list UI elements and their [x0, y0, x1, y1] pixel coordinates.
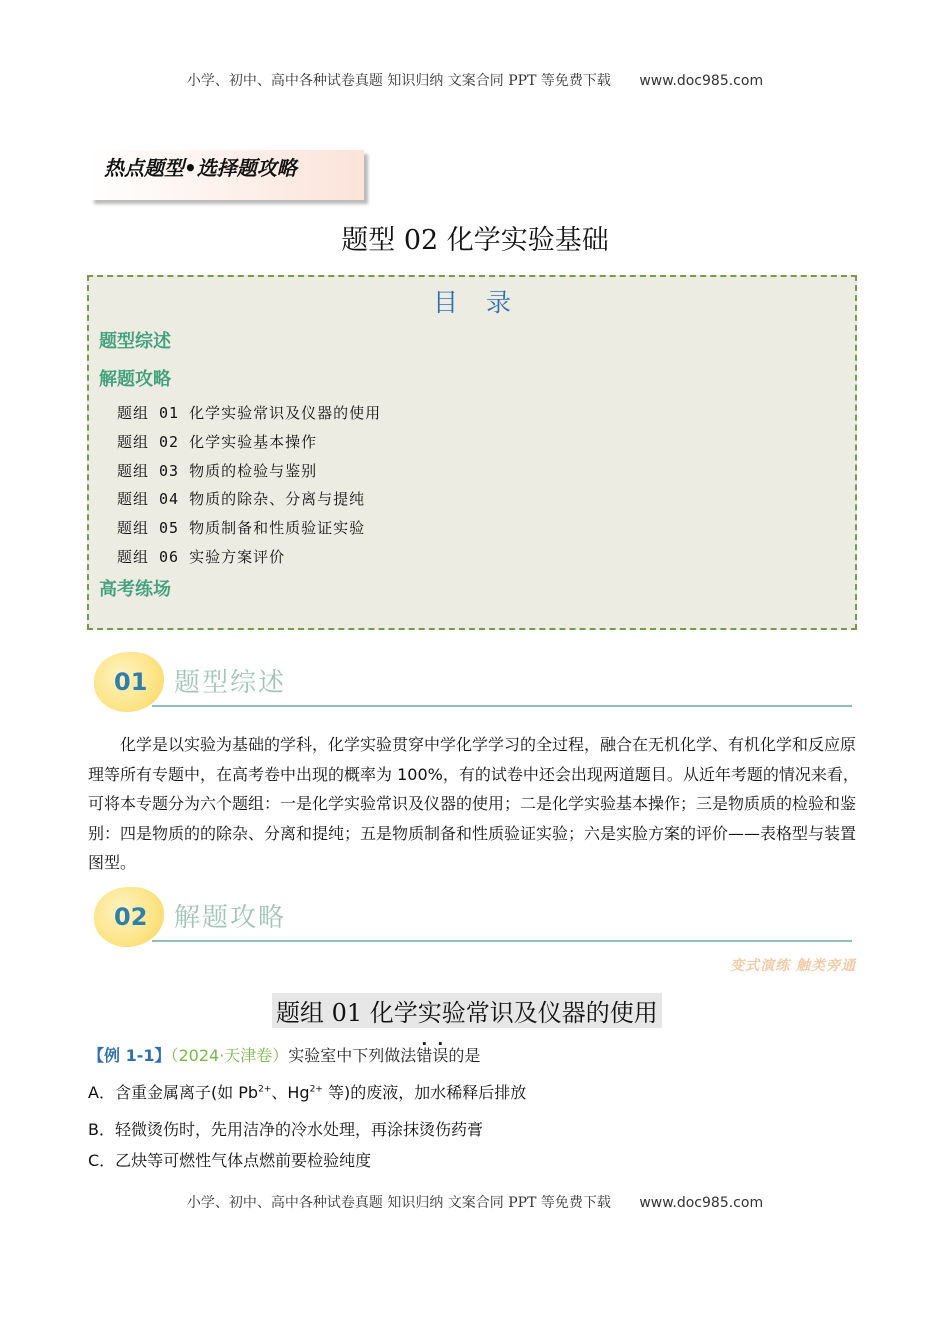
ion-hg: Hg	[287, 1083, 310, 1102]
section-label: 解题攻略	[174, 903, 287, 933]
toc-item[interactable]: 题组 02 化学实验基本操作	[117, 433, 318, 451]
footer-text: 小学、初中、高中各种试卷真题 知识归纳 文案合同 PPT 等免费下载	[186, 1195, 611, 1211]
example-stem-pre: 实验室中下列做法	[288, 1046, 417, 1065]
toc-item[interactable]: 题组 04 物质的除杂、分离与提纯	[117, 490, 366, 508]
page-header	[0, 70, 950, 90]
overview-paragraph: 化学是以实验为基础的学科，化学实验贯穿中学化学学习的全过程，融合在无机化学、有机化学和反应原理等所有专题中，在高考卷中出现的概率为 100%，有的试卷中还会出现两道题目。从近年考题的情况来看，可将本专题分为六个题组：一是化学实验常识及仪器的使用；二是化学实验基本操作；三是物质质的检验和鉴别：四是物质的的除杂、分离和提纯；五是物质制备和性质验证实验；六是实脸方案的评价——表格型与装置图型。	[88, 735, 859, 872]
section-number: 01	[114, 668, 148, 696]
example-stem-post: 的是	[448, 1046, 481, 1065]
header-url[interactable]: www.doc985.com	[639, 73, 764, 89]
section-label: 题型综述	[174, 668, 287, 698]
section-header-overview	[92, 650, 852, 720]
toc-heading: 目录	[432, 288, 539, 317]
page-title: 题型 02 化学实验基础	[341, 225, 609, 256]
section-header-strategy	[92, 885, 852, 955]
option-a-post: 等)的废液，加水稀释后排放	[322, 1083, 527, 1102]
toc-section-overview[interactable]: 题型综述	[99, 331, 171, 352]
header-text: 小学、初中、高中各种试卷真题 知识归纳 文案合同 PPT 等免费下载	[186, 73, 611, 89]
toc-item[interactable]: 题组 05 物质制备和性质验证实验	[117, 519, 366, 537]
topic-banner	[90, 150, 364, 200]
ion-hg-charge: 2+	[309, 1084, 323, 1095]
option-c: C．乙炔等可燃性气体点燃前要检验纯度	[88, 1151, 372, 1170]
group-title: 题组 01 化学实验常识及仪器的使用	[272, 993, 662, 1028]
toc-item[interactable]: 题组 06 实验方案评价	[117, 548, 286, 566]
section-divider	[152, 940, 852, 942]
ion-pb-charge: 2+	[258, 1084, 272, 1095]
section-number: 02	[114, 903, 148, 931]
table-of-contents	[87, 275, 857, 630]
emphasis-char: 错	[416, 1046, 433, 1065]
section-divider	[152, 705, 852, 707]
emphasis-char: 误	[432, 1046, 449, 1065]
toc-section-practice[interactable]: 高考练场	[99, 579, 171, 600]
page-footer	[0, 1192, 950, 1212]
option-a	[88, 1080, 526, 1103]
toc-item[interactable]: 题组 03 物质的检验与鉴别	[117, 462, 318, 480]
banner-text: 热点题型•选择题攻略	[104, 156, 297, 180]
option-a-sep: 、	[271, 1083, 288, 1102]
option-a-pre: A．含重金属离子(如	[88, 1083, 239, 1102]
example-stem	[88, 1043, 480, 1066]
toc-item[interactable]: 题组 01 化学实验常识及仪器的使用	[117, 404, 382, 422]
example-source: （2024·天津卷）	[170, 1046, 289, 1065]
footer-url[interactable]: www.doc985.com	[639, 1195, 764, 1211]
ion-pb: Pb	[238, 1083, 259, 1102]
toc-section-strategy[interactable]: 解题攻略	[99, 369, 171, 390]
variant-practice-label: 变式演练 触类旁通	[730, 958, 856, 974]
example-tag: 【例 1-1】	[88, 1046, 171, 1065]
option-b: B．轻微烫伤时，先用洁净的冷水处理，再涂抹烫伤药膏	[88, 1120, 483, 1139]
